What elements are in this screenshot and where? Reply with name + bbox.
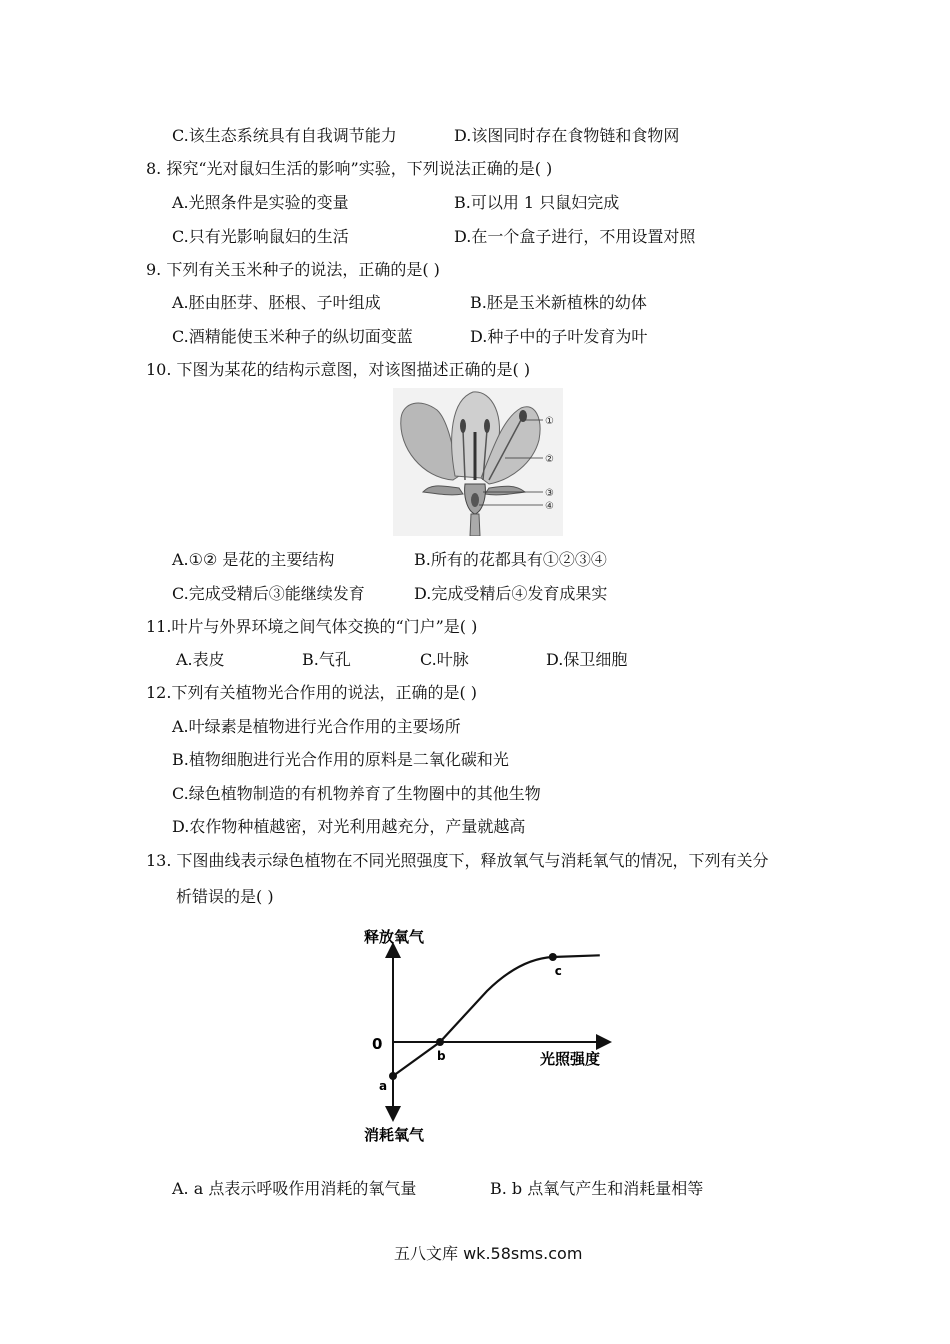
point-b <box>436 1038 444 1046</box>
figure-label-1: ① <box>545 416 554 427</box>
q12-option-c: C.绿色植物制造的有机物养育了生物圈中的其他生物 <box>172 784 541 803</box>
q13-option-b: B. b 点氧气产生和消耗量相等 <box>490 1179 704 1198</box>
q13-option-a: A. a 点表示呼吸作用消耗的氧气量 <box>172 1179 417 1198</box>
y-label-bottom: 消耗氧气 <box>364 1126 425 1144</box>
q12-option-a: A.叶绿素是植物进行光合作用的主要场所 <box>172 717 461 736</box>
point-label-a: a <box>379 1079 388 1093</box>
q13-stem-line2: 析错误的是( ) <box>176 887 274 906</box>
q11-option-b: B.气孔 <box>302 650 351 669</box>
point-label-b: b <box>437 1049 446 1063</box>
figure-label-4: ④ <box>545 501 554 512</box>
q9-option-a: A.胚由胚芽、胚根、子叶组成 <box>172 293 381 312</box>
point-label-c: c <box>554 964 562 978</box>
point-a <box>389 1072 397 1080</box>
q10-stem: 10. 下图为某花的结构示意图，对该图描述正确的是( ) <box>146 360 531 379</box>
q10-option-a: A.①② 是花的主要结构 <box>172 550 335 569</box>
flower-structure-figure <box>393 388 563 536</box>
q8-option-d: D.在一个盒子进行，不用设置对照 <box>454 227 696 246</box>
q11-option-c: C.叶脉 <box>420 650 469 669</box>
q11-stem: 11.叶片与外界环境之间气体交换的“门户”是( ) <box>146 617 478 636</box>
footer-watermark: 五八文库 wk.58sms.com <box>394 1244 583 1263</box>
q8-option-a: A.光照条件是实验的变量 <box>172 193 349 212</box>
q9-stem: 9. 下列有关玉米种子的说法，正确的是( ) <box>146 260 440 279</box>
q13-stem-line1: 13. 下图曲线表示绿色植物在不同光照强度下，释放氧气与消耗氧气的情况，下列有关分 <box>146 851 769 870</box>
q8-option-b: B.可以用 1 只鼠妇完成 <box>454 193 620 212</box>
point-c <box>549 953 557 961</box>
q11-option-d: D.保卫细胞 <box>546 650 628 669</box>
figure-label-3: ③ <box>545 488 554 499</box>
q8-stem: 8. 探究“光对鼠妇生活的影响”实验，下列说法正确的是( ) <box>146 159 553 178</box>
q9-option-d: D.种子中的子叶发育为叶 <box>470 327 648 346</box>
y-label-top: 释放氧气 <box>364 928 425 946</box>
q10-option-d: D.完成受精后④发育成果实 <box>414 584 608 603</box>
q10-option-b: B.所有的花都具有①②③④ <box>414 550 607 569</box>
origin-label: 0 <box>372 1035 383 1053</box>
q12-option-b: B.植物细胞进行光合作用的原料是二氧化碳和光 <box>172 750 509 769</box>
x-label: 光照强度 <box>540 1050 601 1068</box>
q11-option-a: A.表皮 <box>176 650 225 669</box>
q12-stem: 12.下列有关植物光合作用的说法，正确的是( ) <box>146 683 478 702</box>
oxygen-light-chart <box>360 922 620 1152</box>
q12-option-d: D.农作物种植越密，对光利用越充分，产量就越高 <box>172 817 526 836</box>
q9-option-b: B.胚是玉米新植株的幼体 <box>470 293 647 312</box>
q9-option-c: C.酒精能使玉米种子的纵切面变蓝 <box>172 327 413 346</box>
q7-option-c: C.该生态系统具有自我调节能力 <box>172 126 397 145</box>
figure-label-2: ② <box>545 454 554 465</box>
q8-option-c: C.只有光影响鼠妇的生活 <box>172 227 349 246</box>
q10-option-c: C.完成受精后③能继续发育 <box>172 584 365 603</box>
q7-option-d: D.该图同时存在食物链和食物网 <box>454 126 680 145</box>
